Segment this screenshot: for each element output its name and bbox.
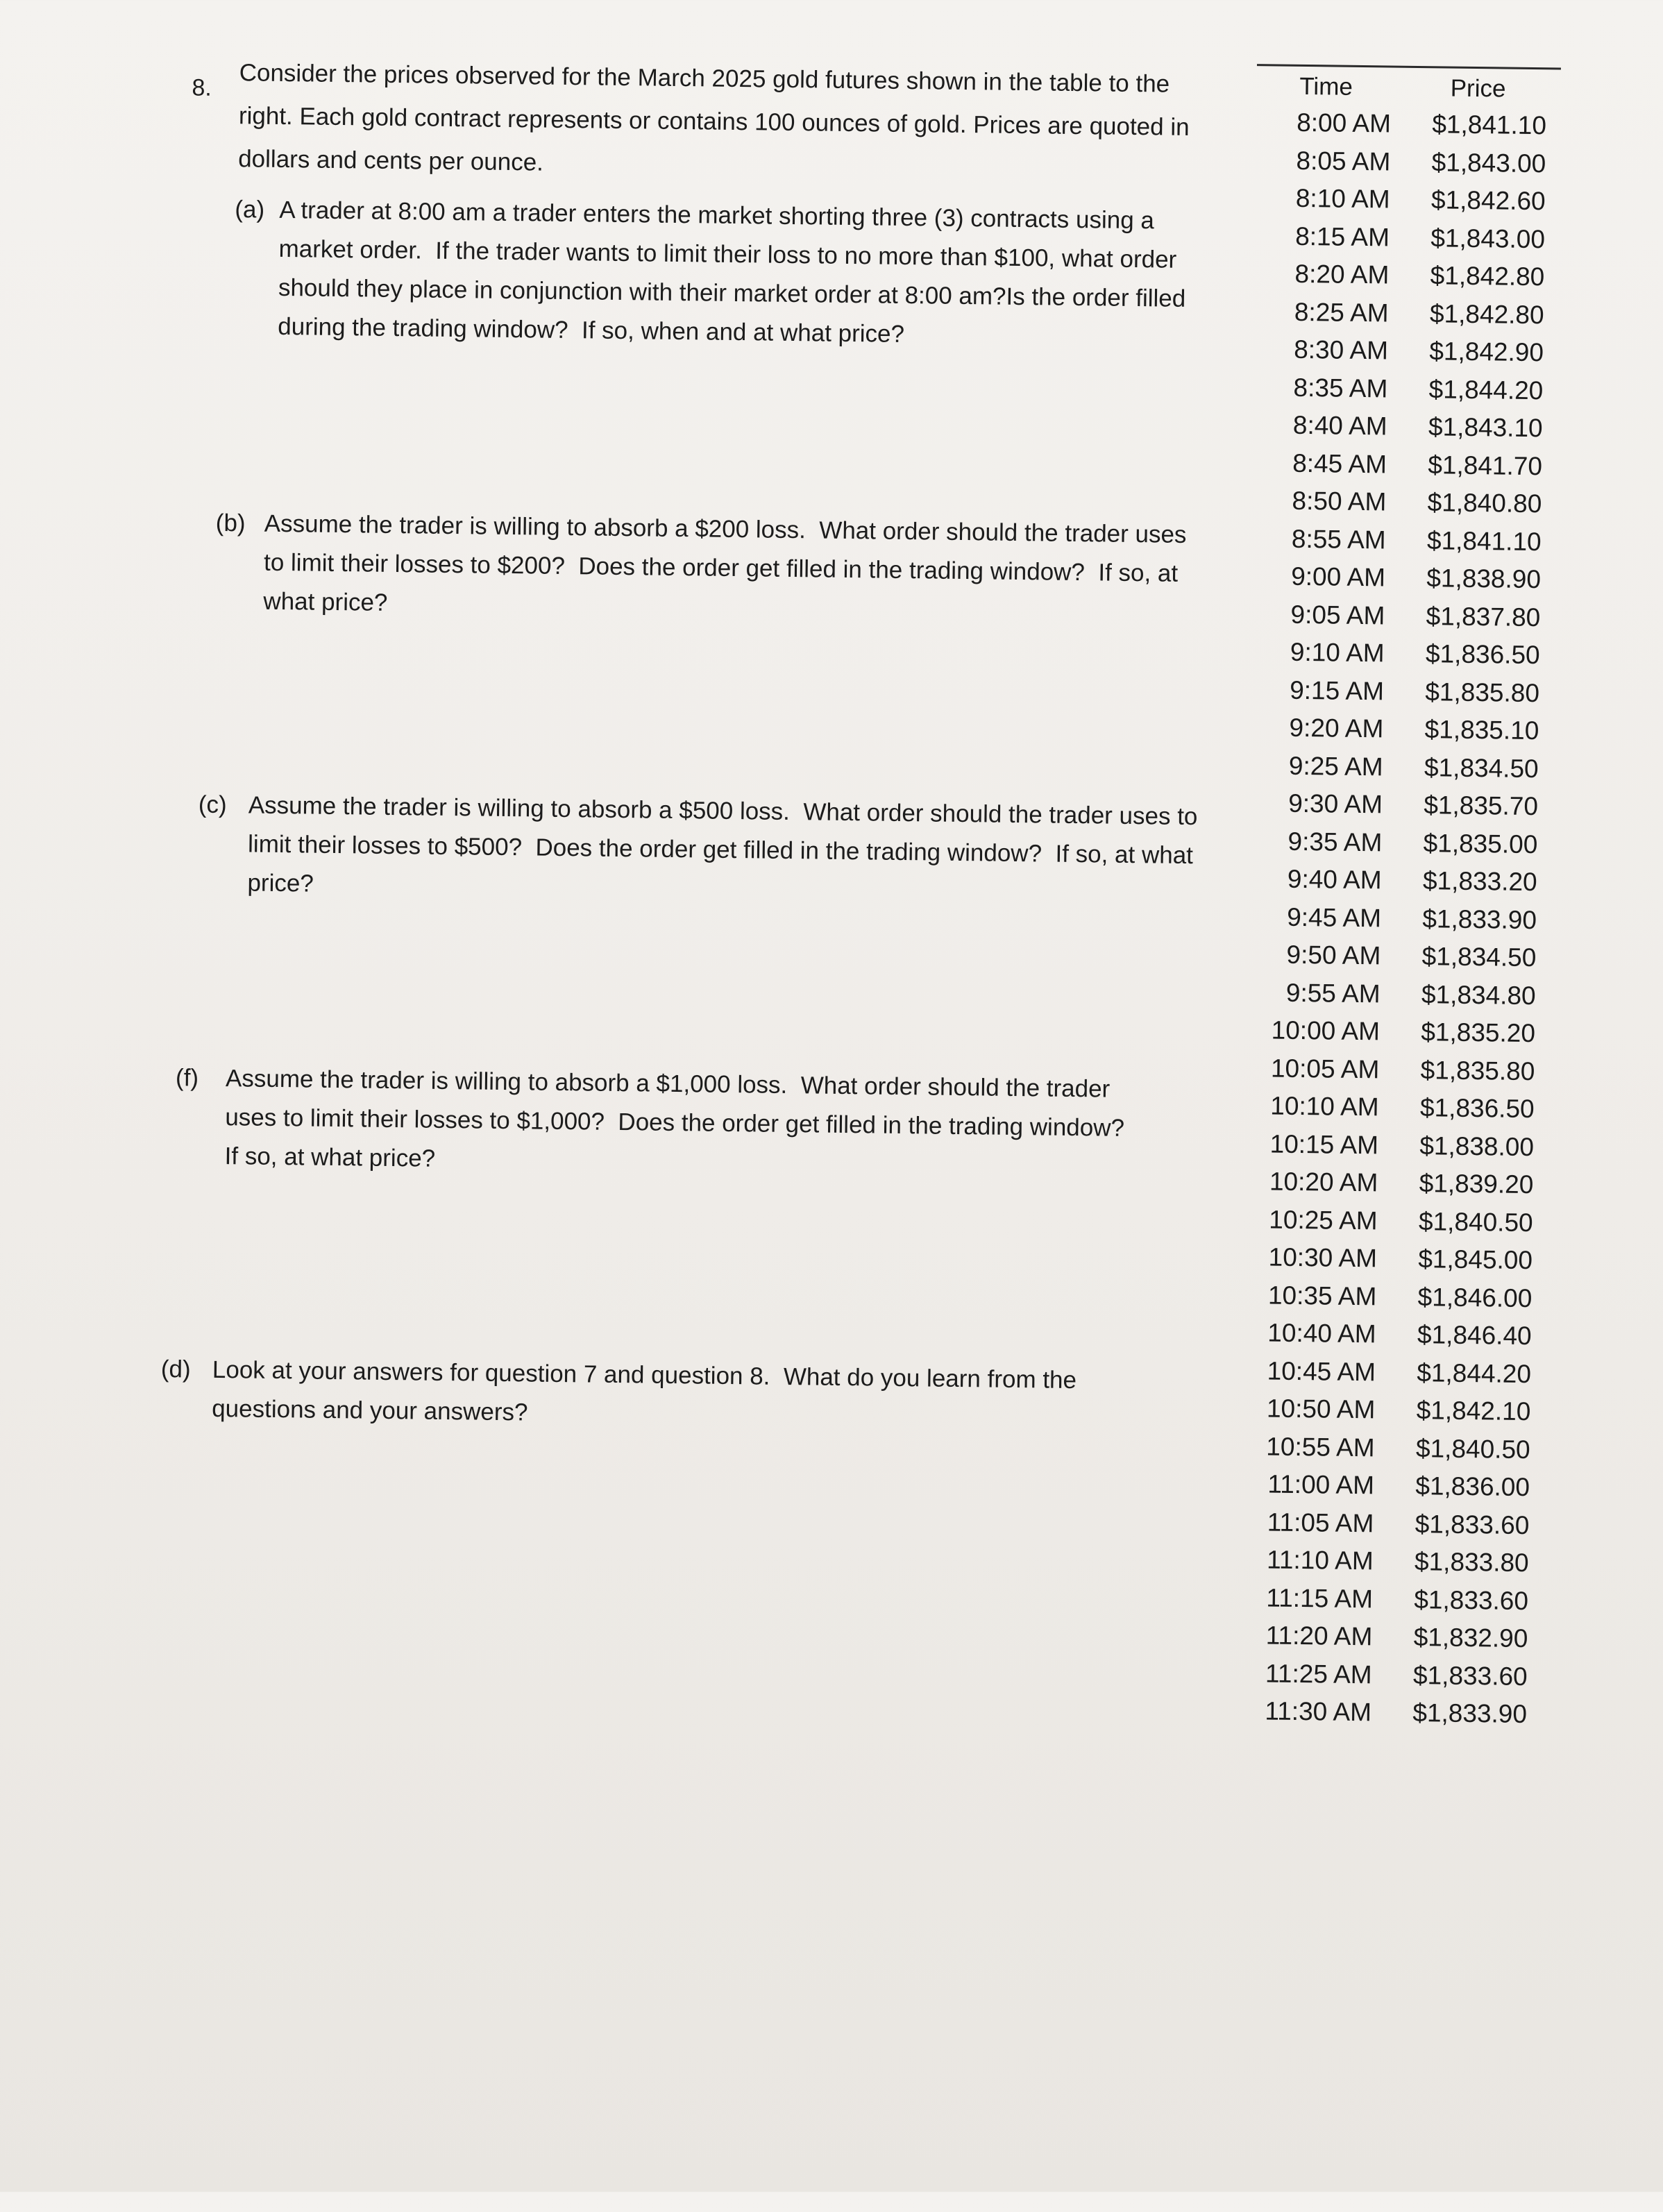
- time-cell: 9:15 AM: [1289, 675, 1385, 706]
- time-cell: 10:15 AM: [1269, 1129, 1379, 1160]
- time-cell: 8:40 AM: [1292, 411, 1387, 441]
- part-b: [214, 504, 1208, 632]
- price-cell: $1,838.00: [1419, 1131, 1535, 1161]
- table-row: [1248, 747, 1554, 788]
- time-cell: 9:20 AM: [1289, 714, 1384, 743]
- part-f: [174, 1058, 1138, 1187]
- price-cell: $1,842.80: [1430, 261, 1545, 292]
- table-row: [1244, 1125, 1550, 1167]
- price-cell: $1,841.10: [1432, 110, 1547, 140]
- table-row: [1242, 1238, 1548, 1280]
- table-row: [1251, 557, 1557, 599]
- price-cell: $1,833.90: [1412, 1698, 1528, 1729]
- table-row: [1256, 142, 1562, 183]
- price-cell: $1,843.10: [1428, 412, 1543, 443]
- time-cell: 8:10 AM: [1295, 184, 1390, 214]
- table-row: [1253, 293, 1560, 335]
- price-cell: $1,843.00: [1431, 147, 1546, 178]
- part-text: Assume the trader is willing to absorb a $1,000 loss. What order should the trader uses to limit their losses to $1,000? Does the order get filled in the trading window? If so, at what price?: [224, 1065, 1138, 1172]
- time-cell: 11:10 AM: [1266, 1545, 1374, 1576]
- time-cell: 10:55 AM: [1266, 1432, 1375, 1462]
- price-cell: $1,833.90: [1422, 904, 1537, 934]
- price-cell: $1,836.50: [1419, 1093, 1535, 1124]
- price-cell: $1,842.80: [1429, 298, 1544, 329]
- time-cell: 8:35 AM: [1293, 373, 1388, 403]
- price-cell: $1,840.50: [1418, 1206, 1533, 1237]
- time-cell: 9:30 AM: [1288, 789, 1383, 819]
- table-row: [1247, 822, 1553, 864]
- time-cell: 8:15 AM: [1294, 221, 1390, 252]
- time-cell: 8:25 AM: [1294, 297, 1389, 328]
- price-cell: $1,840.80: [1427, 488, 1542, 518]
- time-cell: 10:30 AM: [1268, 1242, 1378, 1273]
- table-row: [1249, 709, 1555, 750]
- part-text: Assume the trader is willing to absorb a $200 loss. What order should the trader uses to limit their losses to $200? Does the order get filled in the trading window? If so, at what price?: [263, 509, 1194, 616]
- table-body: [1237, 103, 1562, 1734]
- time-cell: 8:30 AM: [1293, 335, 1389, 365]
- price-cell: $1,841.70: [1428, 450, 1543, 480]
- time-cell: 8:05 AM: [1296, 146, 1391, 176]
- table-row: [1240, 1427, 1546, 1469]
- time-cell: 11:20 AM: [1265, 1621, 1373, 1651]
- table-row: [1242, 1201, 1548, 1242]
- table-row: [1246, 936, 1552, 977]
- table-row: [1255, 179, 1561, 221]
- price-cell: $1,833.60: [1414, 1585, 1529, 1615]
- time-cell: 8:55 AM: [1291, 524, 1386, 555]
- table-header: [1256, 69, 1562, 107]
- table-row: [1253, 330, 1560, 372]
- table-row: [1256, 103, 1562, 145]
- price-cell: $1,835.80: [1420, 1055, 1535, 1086]
- price-cell: $1,833.60: [1415, 1509, 1530, 1539]
- part-d: [160, 1350, 1181, 1440]
- price-cell: $1,844.20: [1428, 374, 1544, 405]
- price-cell: $1,842.60: [1430, 185, 1546, 216]
- time-cell: 11:05 AM: [1267, 1508, 1374, 1538]
- time-cell: 9:35 AM: [1288, 827, 1383, 857]
- time-cell: 8:45 AM: [1292, 448, 1387, 479]
- price-cell: $1,833.80: [1414, 1547, 1529, 1578]
- table-row: [1240, 1390, 1546, 1431]
- table-row: [1251, 520, 1557, 562]
- price-table: [1237, 64, 1562, 1734]
- price-cell: $1,834.50: [1424, 752, 1539, 783]
- table-row: [1240, 1465, 1546, 1507]
- part-a: [233, 190, 1207, 357]
- price-cell: $1,835.20: [1421, 1018, 1536, 1048]
- time-cell: 9:45 AM: [1286, 902, 1382, 933]
- table-row: [1250, 596, 1556, 637]
- price-cell: $1,836.50: [1425, 639, 1540, 670]
- part-c: [197, 786, 1205, 915]
- table-row: [1239, 1503, 1545, 1544]
- table-row: [1249, 671, 1555, 713]
- time-column-header: Time: [1299, 72, 1353, 101]
- price-cell: $1,834.50: [1421, 942, 1537, 972]
- price-cell: $1,832.90: [1413, 1623, 1528, 1653]
- table-row: [1247, 898, 1553, 940]
- part-label: (a): [235, 196, 265, 223]
- price-cell: $1,837.80: [1426, 601, 1541, 632]
- time-cell: 10:10 AM: [1270, 1091, 1379, 1122]
- price-cell: $1,841.10: [1426, 525, 1542, 556]
- table-row: [1243, 1163, 1549, 1204]
- table-row: [1253, 369, 1559, 410]
- price-cell: $1,845.00: [1418, 1244, 1533, 1275]
- time-cell: 9:10 AM: [1290, 638, 1385, 668]
- price-cell: $1,842.10: [1416, 1396, 1531, 1426]
- time-cell: 10:20 AM: [1269, 1167, 1378, 1197]
- bleed-through-marks: ​: [588, 673, 589, 706]
- price-cell: $1,835.00: [1423, 828, 1538, 859]
- price-cell: $1,835.70: [1424, 791, 1539, 821]
- table-row: [1241, 1351, 1547, 1393]
- time-cell: 11:30 AM: [1265, 1696, 1372, 1727]
- table-row: [1255, 217, 1561, 259]
- time-cell: 10:45 AM: [1267, 1356, 1376, 1387]
- price-cell: $1,833.60: [1412, 1660, 1528, 1691]
- part-text: Look at your answers for question 7 and question 8. What do you learn from the questions and your answers?: [211, 1356, 1083, 1426]
- part-text: A trader at 8:00 am a trader enters the market shorting three (3) contracts using a market order. If the trader wants to limit their loss to no more than $100, what order should they place in conjunction with their market order at 8:00 am?Is the order filled during the trading window? If so, when and at what price?: [278, 196, 1193, 348]
- time-cell: 10:25 AM: [1269, 1205, 1378, 1235]
- price-cell: $1,839.20: [1419, 1169, 1534, 1199]
- price-cell: $1,835.10: [1424, 715, 1539, 745]
- question-intro: Consider the prices observed for the March 2025 gold futures shown in the table to the right. Each gold contract represents or contains 100 ounces of gold. Prices are quoted in dollars and cents per ounce.: [237, 59, 1190, 176]
- part-text: Assume the trader is willing to absorb a $500 loss. What order should the trader uses to limit their losses to $500? Does the order get filled in the trading window? If so, at what price?: [247, 791, 1205, 897]
- table-row: [1249, 633, 1555, 675]
- table-row: [1248, 784, 1554, 826]
- table-row: [1252, 406, 1558, 448]
- price-cell: $1,840.50: [1415, 1433, 1530, 1464]
- price-cell: $1,833.20: [1422, 866, 1537, 897]
- time-cell: 9:05 AM: [1290, 600, 1385, 630]
- table-row: [1254, 255, 1560, 296]
- time-cell: 9:40 AM: [1287, 865, 1382, 895]
- table-row: [1245, 974, 1551, 1015]
- table-row: [1244, 1049, 1551, 1091]
- time-cell: 9:50 AM: [1286, 940, 1381, 970]
- time-cell: 10:35 AM: [1267, 1281, 1377, 1311]
- time-cell: 11:15 AM: [1266, 1583, 1374, 1614]
- table-row: [1237, 1654, 1543, 1696]
- price-cell: $1,846.40: [1417, 1320, 1532, 1351]
- price-cell: $1,834.80: [1421, 979, 1536, 1010]
- time-cell: 8:20 AM: [1294, 260, 1390, 289]
- price-cell: $1,846.00: [1417, 1282, 1533, 1312]
- price-cell: $1,842.90: [1429, 337, 1544, 367]
- question-number: 8.: [192, 74, 212, 101]
- time-cell: 10:50 AM: [1266, 1394, 1376, 1424]
- price-column-header: Price: [1450, 74, 1506, 103]
- table-row: [1251, 482, 1558, 523]
- time-cell: 8:00 AM: [1296, 108, 1392, 138]
- table-row: [1237, 1692, 1543, 1734]
- table-row: [1244, 1087, 1550, 1129]
- part-label: (c): [198, 791, 227, 819]
- time-cell: 11:00 AM: [1267, 1469, 1375, 1500]
- price-cell: $1,844.20: [1417, 1358, 1532, 1388]
- time-cell: 9:00 AM: [1290, 562, 1386, 592]
- time-cell: 9:55 AM: [1285, 978, 1381, 1008]
- table-row: [1245, 1011, 1551, 1053]
- part-label: (f): [175, 1064, 199, 1092]
- table-row: [1242, 1276, 1548, 1318]
- time-cell: 10:40 AM: [1267, 1318, 1376, 1349]
- table-row: [1241, 1314, 1547, 1356]
- price-cell: $1,838.90: [1426, 564, 1542, 594]
- table-row: [1238, 1541, 1544, 1582]
- price-cell: $1,836.00: [1415, 1471, 1530, 1502]
- table-row: [1252, 444, 1558, 486]
- time-cell: 10:00 AM: [1271, 1015, 1381, 1046]
- part-label: (b): [215, 509, 246, 537]
- time-cell: 11:25 AM: [1265, 1659, 1372, 1689]
- time-cell: 8:50 AM: [1292, 487, 1387, 516]
- price-cell: $1,843.00: [1430, 223, 1546, 253]
- price-cell: $1,835.80: [1425, 677, 1540, 707]
- time-cell: 10:05 AM: [1270, 1054, 1380, 1084]
- table-row: [1238, 1616, 1544, 1658]
- table-row: [1238, 1578, 1544, 1620]
- table-row: [1247, 860, 1553, 902]
- time-cell: 9:25 AM: [1288, 751, 1383, 782]
- part-label: (d): [160, 1355, 191, 1383]
